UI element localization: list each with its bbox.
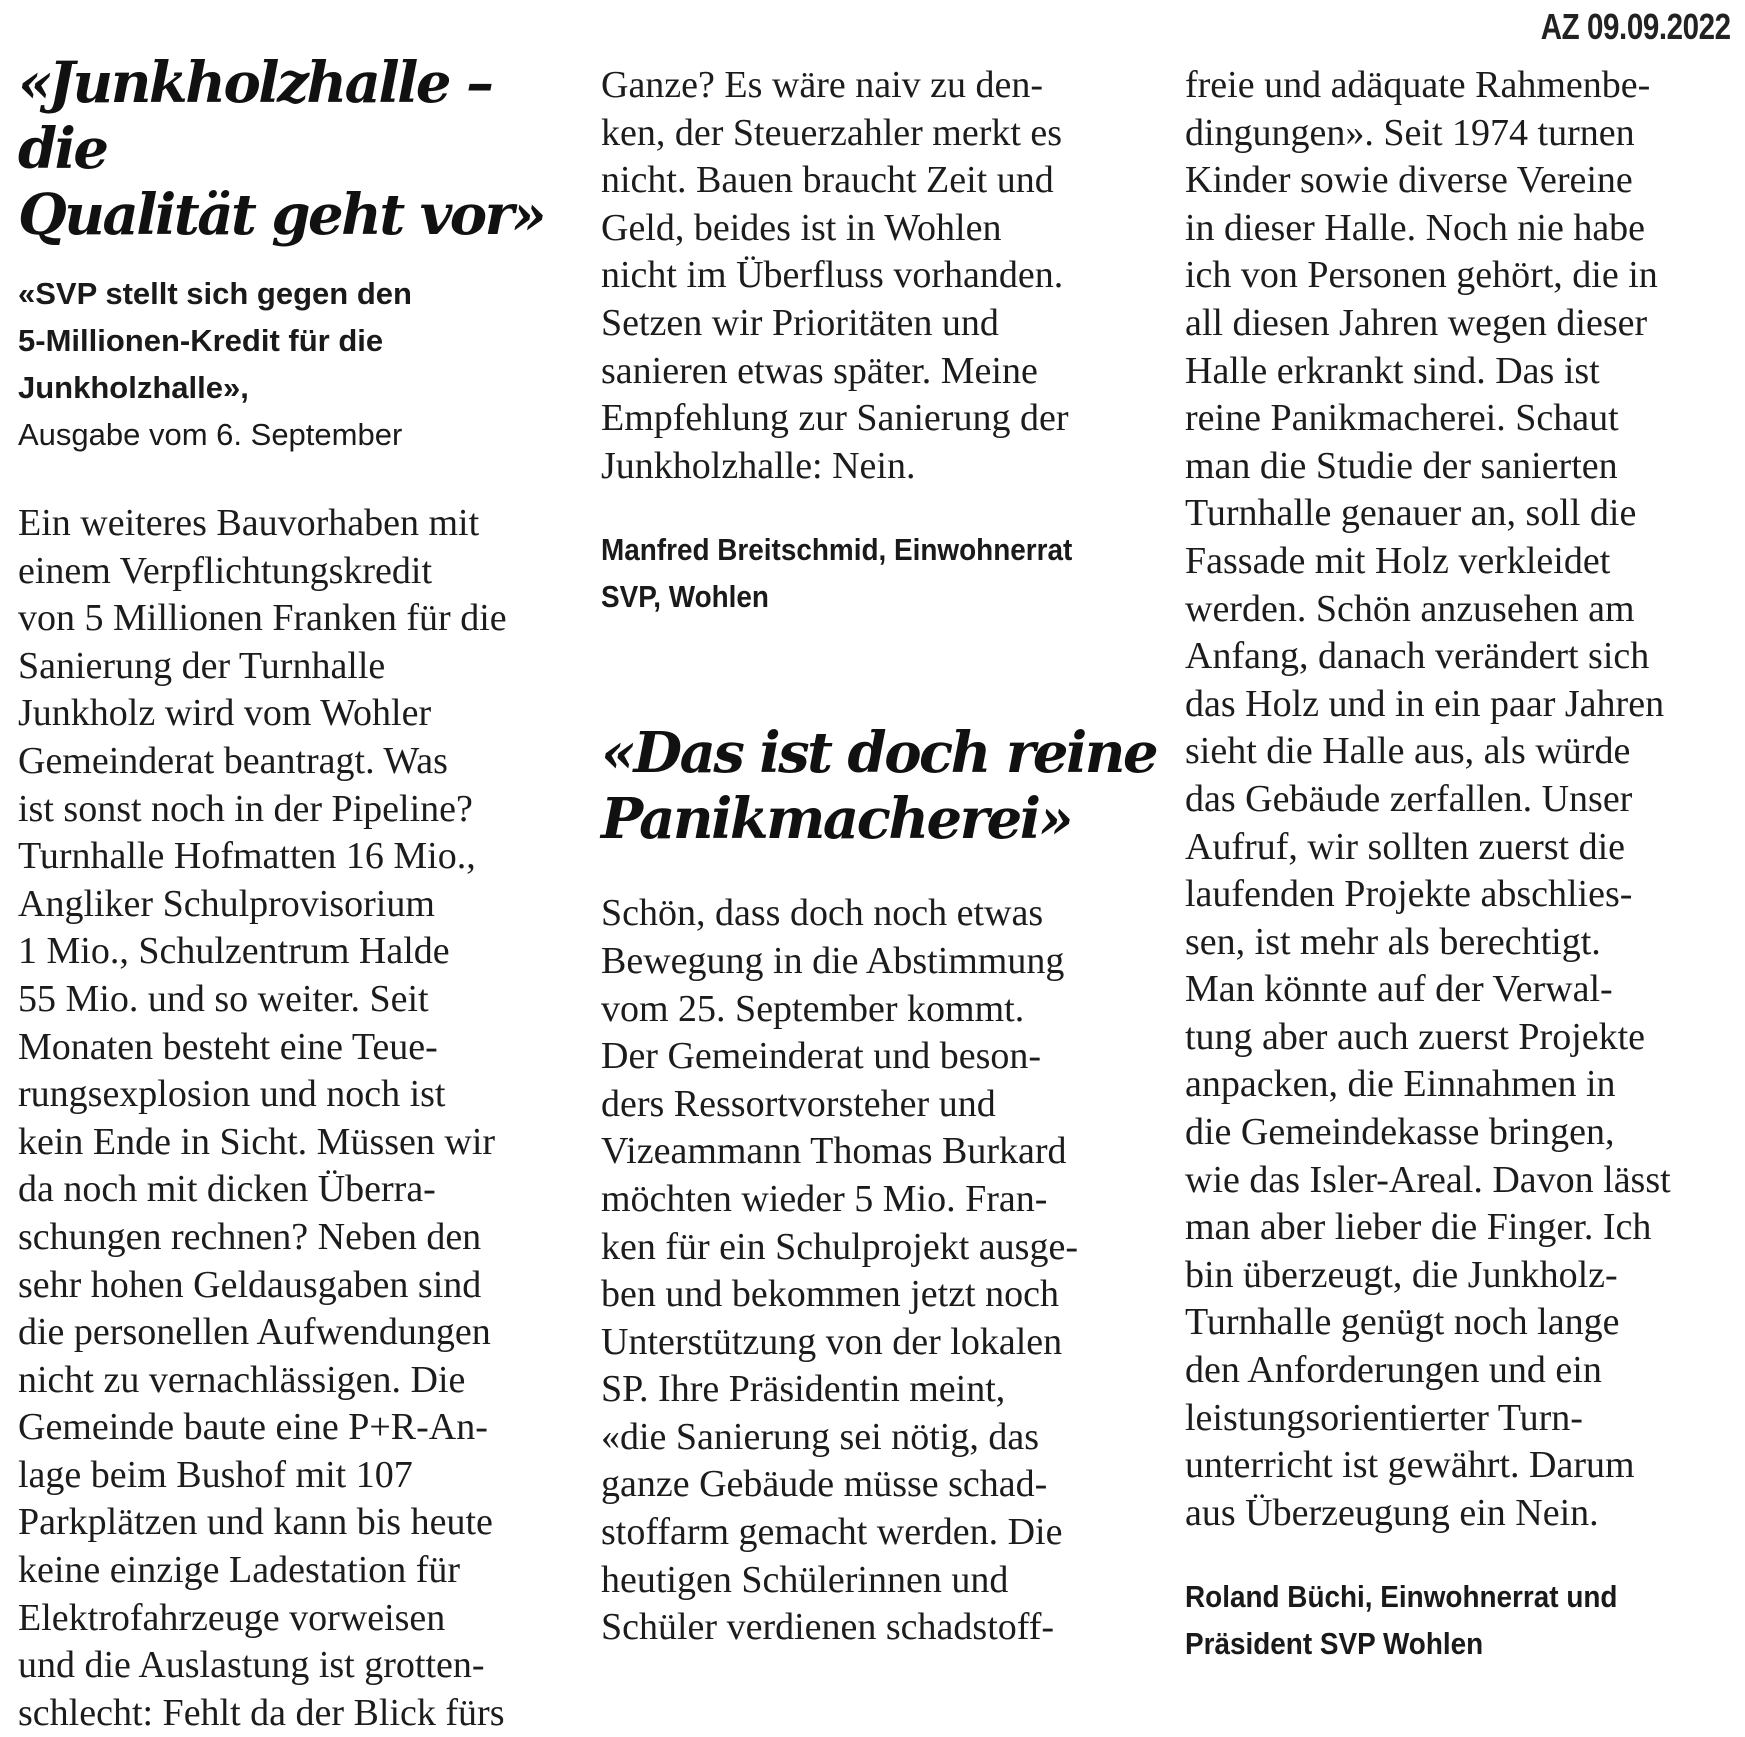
letter2-signature: [1185, 1573, 1689, 1667]
body-text-line: heutigen Schülerinnen und: [601, 1558, 1009, 1601]
letter2-body-part1: [601, 890, 1161, 1652]
signature-line: Roland Büchi, Einwohnerrat und: [1185, 1579, 1618, 1615]
body-text-line: Ein weiteres Bauvorhaben mit: [18, 502, 480, 544]
body-text-line: man aber lieber die Finger. Ich: [1185, 1206, 1652, 1249]
body-text-line: Gemeinderat beantragt. Was: [18, 739, 448, 782]
body-text-line: man die Studie der sanierten: [1185, 444, 1618, 487]
body-text-line: Schüler verdienen schadstoff-: [601, 1606, 1055, 1649]
signature-line: SVP, Wohlen: [601, 579, 769, 615]
body-text-line: die personellen Aufwendungen: [18, 1311, 491, 1354]
date-stamp: AZ 09.09.2022: [1541, 6, 1731, 47]
body-text-line: die Gemeindekasse bringen,: [1185, 1111, 1615, 1154]
letter2-headline-line: Panikmacherei»: [601, 786, 1072, 853]
body-text-line: 1 Mio., Schulzentrum Halde: [18, 930, 450, 973]
body-text-line: Parkplätzen und kann bis heute: [18, 1501, 493, 1544]
reference-issue: Ausgabe vom 6. September: [18, 417, 403, 452]
body-text-line: Turnhalle genügt noch lange: [1185, 1301, 1620, 1344]
body-text-line: Ganze? Es wäre naiv zu den-: [601, 64, 1044, 106]
letter1-body-part2: [601, 62, 1161, 490]
column-3: [1185, 0, 1745, 1667]
column-2: [601, 0, 1161, 1652]
body-text-line: 55 Mio. und so weiter. Seit: [18, 977, 429, 1020]
body-text-line: Turnhalle genauer an, soll die: [1185, 492, 1637, 535]
body-text-line: ganze Gebäude müsse schad-: [601, 1463, 1048, 1506]
body-text-line: Kinder sowie diverse Vereine: [1185, 159, 1633, 202]
reference-title-line: «SVP stellt sich gegen den: [18, 276, 412, 311]
body-text-line: Schön, dass doch noch etwas: [601, 892, 1044, 935]
body-text-line: einem Verpflichtungskredit: [18, 549, 433, 592]
body-text-line: keine einzige Ladestation für: [18, 1549, 461, 1592]
body-text-line: nicht im Überfluss vorhanden.: [601, 254, 1064, 297]
body-text-line: Aufruf, wir sollten zuerst die: [1185, 825, 1626, 868]
body-text-line: sieht die Halle aus, als würde: [1185, 730, 1631, 773]
body-text-line: sanieren etwas später. Meine: [601, 349, 1038, 392]
body-text-line: sen, ist mehr als berechtigt.: [1185, 920, 1601, 963]
body-text-line: Halle erkrankt sind. Das ist: [1185, 349, 1600, 392]
column-1: [18, 0, 578, 1737]
body-text-line: vom 25. September kommt.: [601, 987, 1025, 1030]
body-text-line: «die Sanierung sei nötig, das: [601, 1415, 1039, 1458]
body-text-line: leistungsorientierter Turn-: [1185, 1396, 1583, 1439]
body-text-line: aus Überzeugung ein Nein.: [1185, 1491, 1599, 1534]
body-text-line: ders Ressortvorsteher und: [601, 1082, 996, 1125]
body-text-line: Gemeinde baute eine P+R-An-: [18, 1406, 488, 1449]
signature-line: Präsident SVP Wohlen: [1185, 1626, 1484, 1662]
body-text-line: ken, der Steuerzahler merkt es: [601, 111, 1063, 154]
body-text-line: Man könnte auf der Verwal-: [1185, 968, 1613, 1011]
body-text-line: tung aber auch zuerst Projekte: [1185, 1015, 1646, 1058]
body-text-line: bin überzeugt, die Junkholz-: [1185, 1253, 1618, 1296]
body-text-line: Bewegung in die Abstimmung: [601, 939, 1065, 982]
body-text-line: Geld, beides ist in Wohlen: [601, 206, 1002, 249]
body-text-line: sehr hohen Geldausgaben sind: [18, 1263, 482, 1306]
letter2-body-part2: [1185, 62, 1745, 1537]
body-text-line: Fassade mit Holz verkleidet: [1185, 539, 1611, 582]
reference-title-line: Junkholzhalle»,: [18, 370, 249, 405]
body-text-line: und die Auslastung ist grotten-: [18, 1644, 485, 1687]
body-text-line: lage beim Bushof mit 107: [18, 1453, 413, 1496]
letter2-headline-line: «Das ist doch reine: [601, 720, 1157, 787]
signature-line: Manfred Breitschmid, Einwohnerrat: [601, 532, 1073, 568]
body-text-line: schlecht: Fehlt da der Blick fürs: [18, 1691, 505, 1734]
letter1-headline-line: Qualität geht vor»: [18, 182, 545, 248]
body-text-line: kein Ende in Sicht. Müssen wir: [18, 1120, 496, 1163]
body-text-line: Angliker Schulprovisorium: [18, 882, 435, 925]
body-text-line: ist sonst noch in der Pipeline?: [18, 787, 473, 830]
body-text-line: ben und bekommen jetzt noch: [601, 1273, 1059, 1316]
body-text-line: wie das Isler-Areal. Davon lässt: [1185, 1158, 1671, 1201]
body-text-line: werden. Schön anzusehen am: [1185, 587, 1635, 630]
body-text-line: ken für ein Schulprojekt ausge-: [601, 1225, 1078, 1268]
reference-title-line: 5-Millionen-Kredit für die: [18, 323, 384, 358]
letter1-reference: [18, 270, 578, 458]
body-text-line: Junkholz wird vom Wohler: [18, 692, 432, 735]
body-text-line: Setzen wir Prioritäten und: [601, 301, 999, 344]
body-text-line: unterricht ist gewährt. Darum: [1185, 1444, 1635, 1487]
letter1-signature: [601, 526, 1105, 620]
body-text-line: in dieser Halle. Noch nie habe: [1185, 206, 1646, 249]
letter1-headline: [18, 50, 578, 248]
body-text-line: freie und adäquate Rahmenbe-: [1185, 64, 1651, 106]
body-text-line: SP. Ihre Präsidentin meint,: [601, 1368, 1006, 1411]
body-text-line: Elektrofahrzeuge vorweisen: [18, 1596, 446, 1639]
body-text-line: reine Panikmacherei. Schaut: [1185, 397, 1619, 440]
body-text-line: all diesen Jahren wegen dieser: [1185, 301, 1648, 344]
body-text-line: nicht zu vernachlässigen. Die: [18, 1358, 466, 1401]
body-text-line: nicht. Bauen braucht Zeit und: [601, 159, 1054, 202]
body-text-line: Der Gemeinderat und beson-: [601, 1035, 1042, 1078]
body-text-line: da noch mit dicken Überra-: [18, 1168, 436, 1211]
body-text-line: Sanierung der Turnhalle: [18, 644, 386, 687]
letter1-body-part1: [18, 500, 578, 1737]
body-text-line: Anfang, danach verändert sich: [1185, 635, 1650, 678]
body-text-line: Unterstützung von der lokalen: [601, 1320, 1063, 1363]
letter2-headline: [601, 720, 1161, 852]
body-text-line: Monaten besteht eine Teue-: [18, 1025, 438, 1068]
body-text-line: rungsexplosion und noch ist: [18, 1073, 446, 1116]
body-text-line: von 5 Millionen Franken für die: [18, 597, 507, 640]
body-text-line: stoffarm gemacht werden. Die: [601, 1511, 1063, 1554]
body-text-line: den Anforderungen und ein: [1185, 1349, 1602, 1392]
body-text-line: ich von Personen gehört, die in: [1185, 254, 1658, 297]
body-text-line: schungen rechnen? Neben den: [18, 1215, 482, 1258]
body-text-line: Turnhalle Hofmatten 16 Mio.,: [18, 835, 476, 878]
body-text-line: das Holz und in ein paar Jahren: [1185, 682, 1665, 725]
body-text-line: möchten wieder 5 Mio. Fran-: [601, 1177, 1048, 1220]
body-text-line: das Gebäude zerfallen. Unser: [1185, 777, 1633, 820]
body-text-line: Junkholzhalle: Nein.: [601, 444, 916, 487]
body-text-line: Vizeammann Thomas Burkard: [601, 1130, 1067, 1173]
letter1-headline-line: «Junkholzhalle – die: [18, 50, 492, 182]
body-text-line: dingungen». Seit 1974 turnen: [1185, 111, 1635, 154]
body-text-line: anpacken, die Einnahmen in: [1185, 1063, 1616, 1106]
body-text-line: laufenden Projekte abschlies-: [1185, 873, 1633, 916]
body-text-line: Empfehlung zur Sanierung der: [601, 397, 1069, 440]
